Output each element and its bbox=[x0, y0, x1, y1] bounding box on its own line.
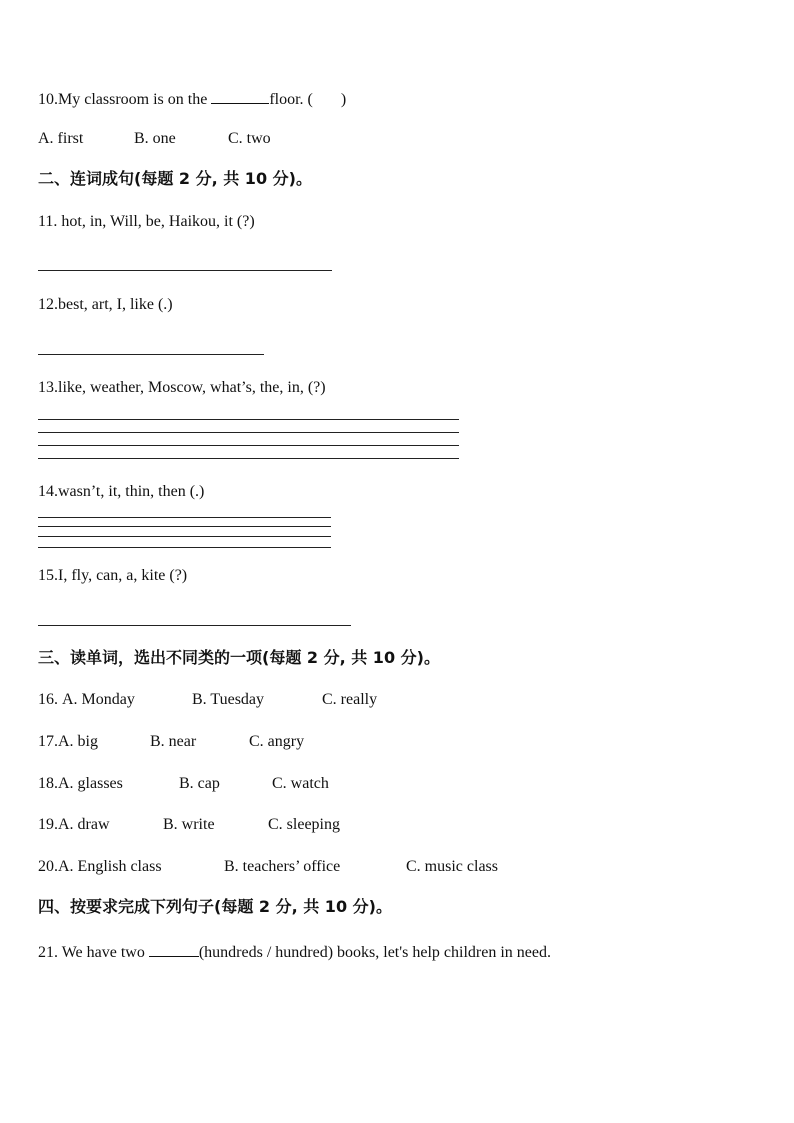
option-b[interactable]: B. near bbox=[150, 733, 197, 750]
answer-line[interactable] bbox=[38, 526, 331, 527]
answer-line[interactable] bbox=[38, 445, 459, 446]
question-17 bbox=[38, 732, 304, 752]
answer-line[interactable] bbox=[38, 517, 331, 518]
option-c[interactable]: C. music class bbox=[406, 858, 498, 875]
question-10 bbox=[38, 87, 346, 110]
question-11: 11. hot, in, Will, be, Haikou, it (?) bbox=[38, 213, 255, 230]
question-number: 20. bbox=[38, 858, 58, 875]
option-b[interactable]: B. Tuesday bbox=[192, 691, 265, 708]
question-18 bbox=[38, 774, 329, 794]
section-4-title: 四、按要求完成下列句子(每题 2 分, 共 10 分)。 bbox=[38, 897, 392, 916]
question-number: 10. bbox=[38, 91, 58, 108]
question-text-after: floor. ( bbox=[269, 91, 313, 108]
option-a[interactable]: A. glasses bbox=[58, 775, 123, 792]
section-2-title: 二、连词成句(每题 2 分, 共 10 分)。 bbox=[38, 169, 312, 188]
section-3-title: 三、读单词，选出不同类的一项(每题 2 分, 共 10 分)。 bbox=[38, 648, 440, 667]
answer-blank[interactable] bbox=[149, 940, 199, 957]
option-c[interactable]: C. really bbox=[322, 691, 378, 708]
question-paren-close: ) bbox=[340, 91, 347, 108]
question-16 bbox=[38, 690, 377, 710]
question-text-before: We have two bbox=[58, 944, 149, 961]
option-c[interactable]: C. two bbox=[228, 130, 271, 147]
option-c[interactable]: C. sleeping bbox=[268, 816, 340, 833]
option-a[interactable]: A. English class bbox=[58, 858, 162, 875]
option-b[interactable]: B. one bbox=[134, 130, 176, 147]
answer-line[interactable] bbox=[38, 354, 264, 355]
answer-line[interactable] bbox=[38, 536, 331, 537]
option-b[interactable]: B. teachers’ office bbox=[224, 858, 341, 875]
question-number: 18. bbox=[38, 775, 58, 792]
answer-line[interactable] bbox=[38, 458, 459, 459]
question-10-options bbox=[38, 129, 271, 149]
option-b[interactable]: B. cap bbox=[179, 775, 220, 792]
question-13: 13.like, weather, Moscow, what’s, the, in, (?) bbox=[38, 379, 326, 396]
option-a[interactable]: A. first bbox=[38, 130, 84, 147]
answer-line[interactable] bbox=[38, 547, 331, 548]
answer-line[interactable] bbox=[38, 625, 351, 626]
question-15: 15.I, fly, can, a, kite (?) bbox=[38, 567, 188, 584]
question-text-before: My classroom is on the bbox=[58, 91, 212, 108]
answer-line[interactable] bbox=[38, 419, 459, 420]
question-20 bbox=[38, 857, 498, 877]
question-number: 16. bbox=[38, 691, 58, 708]
question-12: 12.best, art, I, like (.) bbox=[38, 296, 173, 313]
answer-blank[interactable] bbox=[211, 87, 269, 104]
option-b[interactable]: B. write bbox=[163, 816, 215, 833]
answer-line[interactable] bbox=[38, 270, 332, 271]
answer-line[interactable] bbox=[38, 432, 459, 433]
question-21 bbox=[38, 940, 551, 963]
option-c[interactable]: C. angry bbox=[249, 733, 305, 750]
question-text-after: (hundreds / hundred) books, let's help children in need. bbox=[198, 944, 551, 961]
option-a[interactable]: A. big bbox=[58, 733, 98, 750]
question-number: 17. bbox=[38, 733, 58, 750]
question-19 bbox=[38, 815, 340, 835]
option-a[interactable]: A. Monday bbox=[62, 691, 135, 708]
option-a[interactable]: A. draw bbox=[58, 816, 110, 833]
option-c[interactable]: C. watch bbox=[272, 775, 329, 792]
question-number: 19. bbox=[38, 816, 58, 833]
question-number: 21. bbox=[38, 944, 58, 961]
question-14: 14.wasn’t, it, thin, then (.) bbox=[38, 483, 205, 500]
